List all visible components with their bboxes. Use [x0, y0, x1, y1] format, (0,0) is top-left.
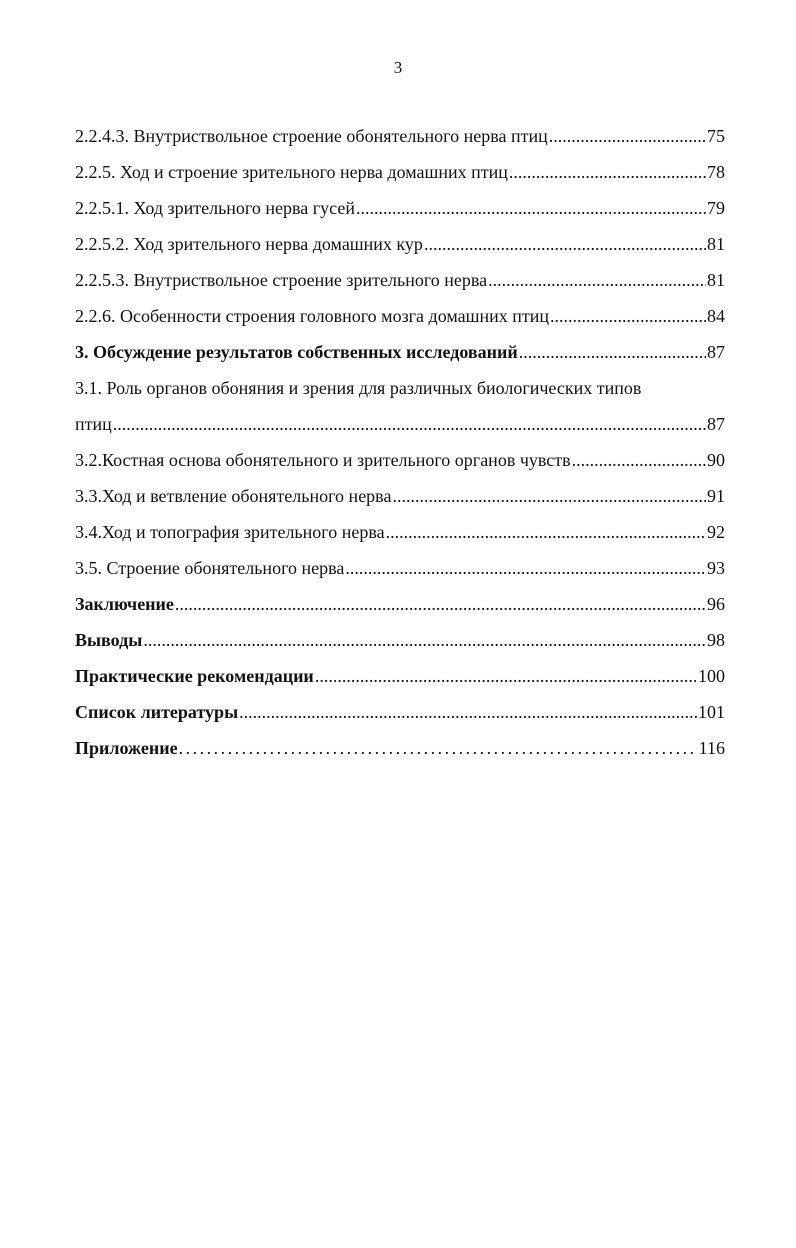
toc-entry-title: 3.4.Ход и топография зрительного нерва [75, 522, 385, 542]
toc-dot-leader [386, 514, 706, 550]
toc-entry-page: 81 [707, 234, 725, 254]
toc-entry-page: 100 [698, 666, 725, 686]
toc-entry-page: 75 [707, 126, 725, 146]
toc-entry-title: 3. Обсуждение результатов собственных исследований [75, 342, 518, 362]
toc-entry-title: 2.2.5.1. Ход зрительного нерва гусей [75, 198, 355, 218]
toc-dot-leader [572, 442, 706, 478]
toc-entry-page: 81 [707, 270, 725, 290]
toc-entry-page: 79 [707, 198, 725, 218]
toc-entry [75, 118, 725, 154]
toc-entry-title: Список литературы [75, 702, 239, 722]
toc-entry [75, 550, 725, 586]
toc-entry [75, 262, 725, 298]
toc-dot-leader [143, 622, 706, 658]
toc-entry [75, 370, 725, 406]
toc-dot-leader [356, 190, 706, 226]
toc-entry [75, 442, 725, 478]
toc-entry-title: 2.2.5. Ход и строение зрительного нерва домашних птиц [75, 162, 508, 182]
toc-entry-title: 3.5. Строение обонятельного нерва [75, 558, 345, 578]
toc-entry-page: 84 [707, 306, 725, 326]
toc-entry-page: 78 [707, 162, 725, 182]
toc-entry-title: 3.2.Костная основа обонятельного и зрительного органов чувств [75, 450, 571, 470]
toc-dot-leader [175, 586, 706, 622]
toc-entry-page: 87 [707, 414, 725, 434]
toc-entry [75, 226, 725, 262]
toc-entry [75, 658, 725, 694]
toc-entry-title: 2.2.5.3. Внутриствольное строение зрительного нерва [75, 270, 488, 290]
toc-entry-page: 96 [707, 594, 725, 614]
toc-dot-leader [345, 550, 706, 586]
toc-dot-leader [488, 262, 706, 298]
toc-entry-title: 2.2.4.3. Внутриствольное строение обонятельного нерва птиц [75, 126, 548, 146]
table-of-contents [75, 118, 725, 766]
toc-dot-leader [549, 118, 706, 154]
toc-entry-title: Выводы [75, 630, 143, 650]
toc-entry-title: 3.3.Ход и ветвление обонятельного нерва [75, 486, 392, 506]
toc-entry [75, 730, 725, 766]
toc-entry [75, 622, 725, 658]
toc-dot-leader [179, 730, 698, 766]
toc-dot-leader [113, 406, 706, 442]
toc-entry-title: Заключение [75, 594, 174, 614]
toc-dot-leader [239, 694, 697, 730]
toc-entry-title: Приложение [75, 738, 178, 758]
toc-entry-title: 3.1. Роль органов обоняния и зрения для различных биологических типов [75, 378, 642, 398]
toc-entry-title: 2.2.5.2. Ход зрительного нерва домашних кур [75, 234, 423, 254]
toc-entry-page: 101 [698, 702, 725, 722]
toc-dot-leader [519, 334, 706, 370]
toc-dot-leader [550, 298, 706, 334]
toc-dot-leader [424, 226, 706, 262]
toc-entry-page: 92 [707, 522, 725, 542]
toc-entry-title: 2.2.6. Особенности строения головного мозга домашних птиц [75, 306, 550, 326]
toc-entry-title: Практические рекомендации [75, 666, 314, 686]
toc-entry-continuation [75, 406, 725, 442]
toc-entry [75, 334, 725, 370]
toc-entry [75, 694, 725, 730]
toc-entry [75, 478, 725, 514]
toc-entry-page: 91 [707, 486, 725, 506]
toc-entry-title: птиц [75, 414, 112, 434]
toc-entry-page: 98 [707, 630, 725, 650]
toc-entry [75, 586, 725, 622]
page-number: 3 [393, 58, 403, 77]
toc-entry-page: 87 [707, 342, 725, 362]
toc-entry-page: 93 [707, 558, 725, 578]
toc-entry-page: 90 [707, 450, 725, 470]
toc-entry [75, 190, 725, 226]
toc-dot-leader [392, 478, 706, 514]
toc-entry [75, 298, 725, 334]
toc-entry-page: 116 [698, 738, 725, 758]
toc-dot-leader [315, 658, 697, 694]
toc-entry [75, 154, 725, 190]
toc-dot-leader [509, 154, 706, 190]
toc-entry [75, 514, 725, 550]
